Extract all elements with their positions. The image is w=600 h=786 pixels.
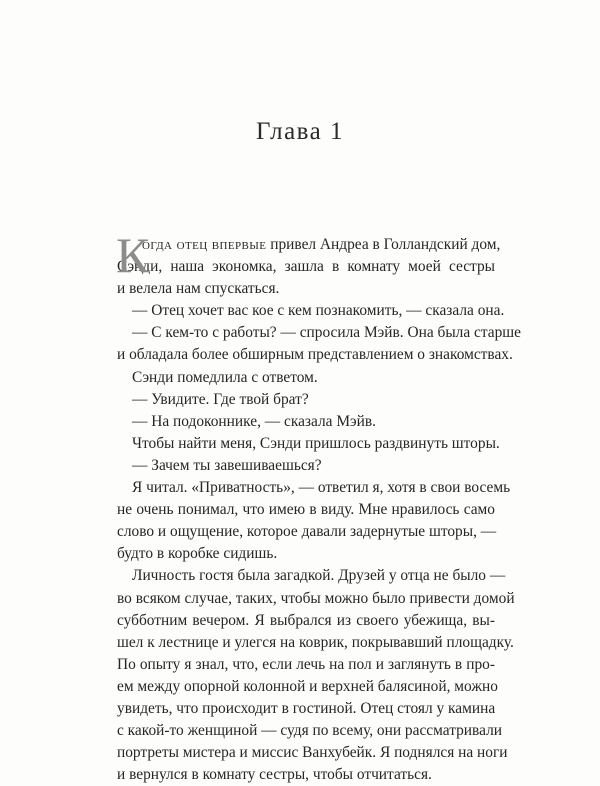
text-line: будто в коробке сидишь. <box>117 545 278 563</box>
text-line: По опыту я знал, что, если лечь на пол и заглянуть в про- <box>117 655 495 673</box>
text-line: увидеть, что происходит в гостиной. Отец стоял у камина <box>117 699 496 717</box>
drop-cap: К <box>116 227 150 283</box>
text-line: — С кем-то с работы? — спросила Мэйв. Она была старше <box>132 324 521 342</box>
text-line: портреты мистера и миссис Ванхубейк. Я поднялся на ноги <box>117 744 508 762</box>
text-line: шел к лестнице и улегся на коврик, покрывавший площадку. <box>117 633 514 651</box>
text-line: — Отец хочет вас кое с кем познакомить, — сказала она. <box>132 302 505 320</box>
text-line: — Зачем ты завешиваешься? <box>132 456 322 474</box>
text-line: ем между опорной колонной и верхней балясиной, можно <box>117 677 498 695</box>
body-text <box>116 227 521 786</box>
text-line: слово и ощущение, которое давали задернутые шторы, — <box>117 523 497 541</box>
chapter-title: Глава 1 <box>256 118 344 145</box>
text-line: Я читал. «Приватность», — ответил я, хотя в свои восемь <box>132 479 511 497</box>
text-line: Сэнди, наша экономка, зашла в комнату моей сестры <box>117 258 495 276</box>
text-line: субботним вечером. Я выбрался из своего убежища, вы- <box>117 611 495 629</box>
text-line: Сэнди помедлила с ответом. <box>132 368 318 386</box>
text-line: Личность гостя была загадкой. Друзей у отца не было — <box>132 567 506 585</box>
text-line: — Увидите. Где твой брат? <box>132 390 309 408</box>
text-line: и вернулся в комнату сестры, чтобы отчитаться. <box>117 766 432 784</box>
text-line: во всяком случае, таких, чтобы можно было привести домой <box>117 589 515 607</box>
text-line: Чтобы найти меня, Сэнди пришлось раздвинуть шторы. <box>132 434 500 452</box>
text-line: К огда отец впервые привел Андреа в Голландский дом, <box>116 227 501 283</box>
text-line: и обладала более обширным представлением о знакомствах. <box>117 346 513 364</box>
text-line: — На подоконнике, — сказала Мэйв. <box>132 412 376 430</box>
text-line: и велела нам спускаться. <box>117 280 280 298</box>
text-line: с какой-то женщиной — судя по всему, они рассматривали <box>117 722 502 740</box>
text-line: не очень понимал, что имею в виду. Мне нравилось само <box>117 501 495 519</box>
